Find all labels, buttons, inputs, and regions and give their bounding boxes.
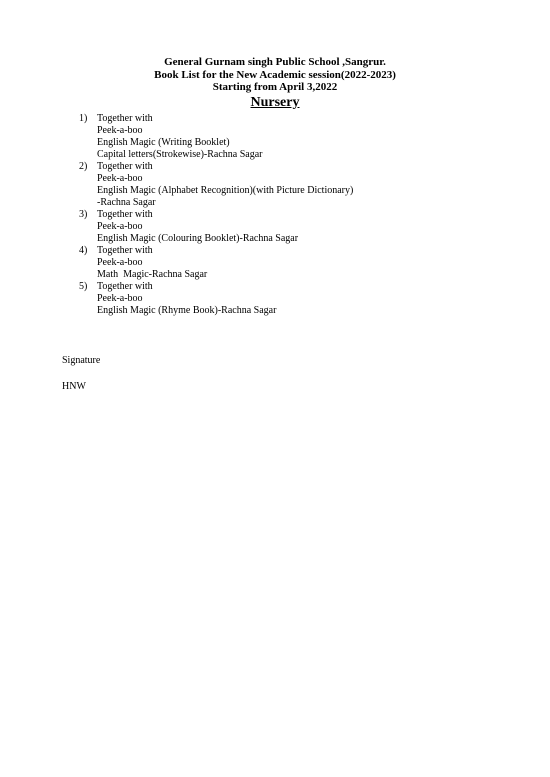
item-line: Together with bbox=[97, 113, 153, 124]
item-line: -Rachna Sagar bbox=[97, 197, 156, 208]
item-line: English Magic (Colouring Booklet)-Rachna Sagar bbox=[97, 233, 299, 244]
signature-label: Signature bbox=[62, 355, 101, 366]
list-item bbox=[79, 161, 353, 209]
list-item bbox=[79, 209, 353, 245]
item-line: Together with bbox=[97, 245, 153, 256]
signatory-initials: HNW bbox=[62, 381, 86, 392]
document-header bbox=[0, 56, 550, 111]
item-number: 2) bbox=[79, 161, 88, 172]
list-item bbox=[79, 113, 353, 161]
item-line: Together with bbox=[97, 209, 153, 220]
item-line: Together with bbox=[97, 281, 153, 292]
item-line: English Magic (Writing Booklet) bbox=[97, 137, 230, 148]
item-number: 1) bbox=[79, 113, 88, 124]
book-list bbox=[79, 113, 353, 317]
book-list-title: Book List for the New Academic session(2022-2023) bbox=[154, 68, 396, 81]
list-item bbox=[79, 281, 353, 317]
school-name: General Gurnam singh Public School ,Sangrur. bbox=[164, 56, 386, 68]
start-date: Starting from April 3,2022 bbox=[212, 81, 338, 93]
class-title: Nursery bbox=[250, 94, 300, 110]
item-line: Math Magic-Rachna Sagar bbox=[97, 269, 208, 280]
item-number: 3) bbox=[79, 209, 88, 220]
item-line: Peek-a-boo bbox=[97, 173, 143, 184]
item-line: Capital letters(Strokewise)-Rachna Sagar bbox=[97, 149, 263, 160]
item-line: English Magic (Rhyme Book)-Rachna Sagar bbox=[97, 305, 277, 316]
item-line: English Magic (Alphabet Recognition)(with Picture Dictionary) bbox=[97, 185, 354, 196]
item-line: Peek-a-boo bbox=[97, 257, 143, 268]
item-line: Peek-a-boo bbox=[97, 221, 143, 232]
item-number: 4) bbox=[79, 245, 88, 256]
item-line: Peek-a-boo bbox=[97, 125, 143, 136]
list-item bbox=[79, 245, 353, 281]
item-number: 5) bbox=[79, 281, 88, 292]
item-line: Peek-a-boo bbox=[97, 293, 143, 304]
item-line: Together with bbox=[97, 161, 153, 172]
